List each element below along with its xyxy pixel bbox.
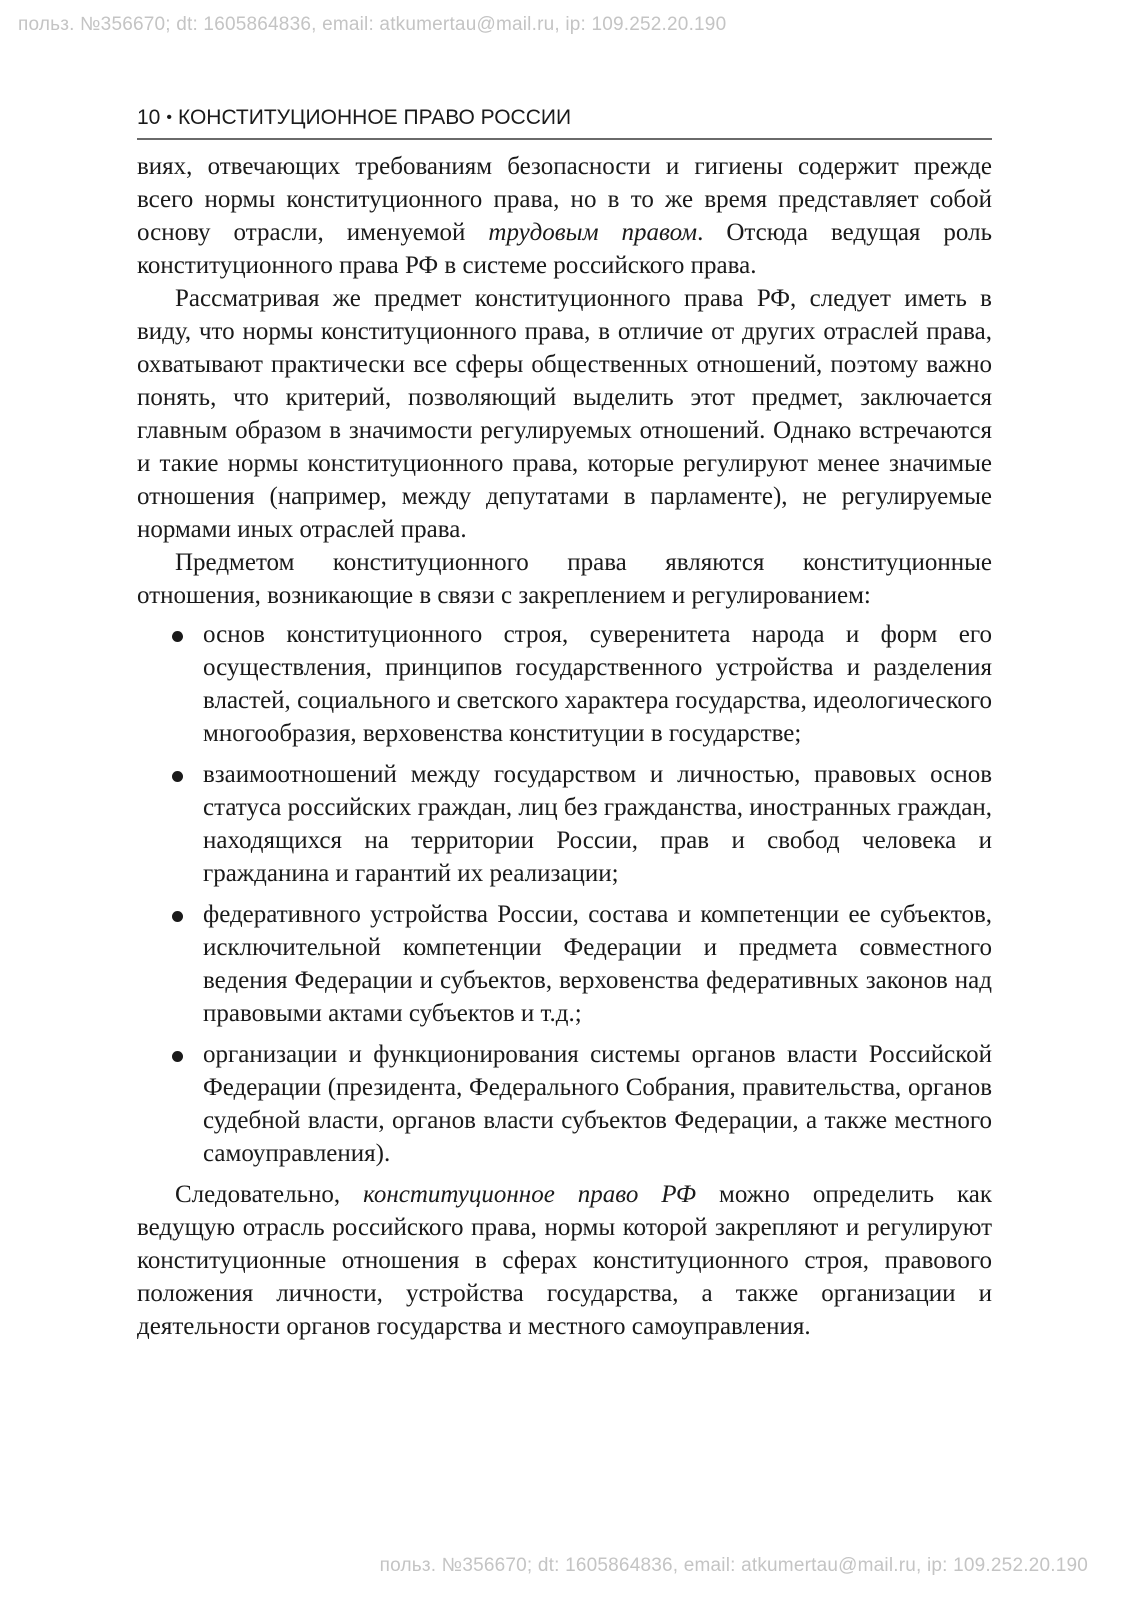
paragraph-text: . Отсюда ведущая роль конституционного права РФ в системе российского права. bbox=[137, 219, 992, 279]
list-item-text: основ конституционного строя, суверенитета народа и форм его осуществления, принципов государственного устройства и разделения властей, социального и светского характера государства, идеологического многообразия, верховенства конституции в государстве; bbox=[203, 621, 992, 747]
running-head bbox=[137, 106, 992, 140]
paragraph: Рассматривая же предмет конституционного права РФ, следует иметь в виду, что нормы конституционного права, в отличие от других отраслей права, охватывают практически все сферы общественных отношений, поэтому важно понять, что критерий, позволяющий выделить этот предмет, заключается главным образом в значимости регулируемых отношений. Однако встречаются и такие нормы конституционного права, которые регулируют менее значимые отношения (например, между депутатами в парламенте), не регулируемые нормами иных отраслей права. bbox=[137, 285, 992, 543]
list-item bbox=[203, 758, 992, 890]
italic-term: конституционное право РФ bbox=[363, 1181, 697, 1208]
list-item-text: организации и функционирования системы органов власти Российской Федерации (президента, Федерального Собрания, правительства, органов судебной власти, органов власти субъектов Федерации, а также местного самоуправления). bbox=[203, 1041, 992, 1167]
bullet-list bbox=[137, 618, 992, 1170]
paragraph-continuation bbox=[137, 150, 992, 282]
list-item bbox=[203, 618, 992, 750]
watermark-top: польз. №356670; dt: 1605864836, email: atkumertau@mail.ru, ip: 109.252.20.190 bbox=[18, 14, 727, 35]
list-item-text: взаимоотношений между государством и личностью, правовых основ статуса российских граждан, лиц без гражданства, иностранных граждан, находящихся на территории России, прав и свобод человека и гражданина и гарантий их реализации; bbox=[203, 761, 992, 887]
list-item bbox=[203, 898, 992, 1030]
list-item bbox=[203, 1038, 992, 1170]
book-title: КОНСТИТУЦИОННОЕ ПРАВО РОССИИ bbox=[177, 106, 572, 129]
italic-term: трудовым правом bbox=[488, 219, 698, 246]
page-number: 10 bbox=[137, 106, 161, 129]
paragraph-text: Следовательно, bbox=[175, 1181, 364, 1208]
bullet-icon bbox=[172, 911, 183, 922]
paragraph-definition bbox=[137, 1178, 992, 1343]
header-separator: • bbox=[166, 109, 172, 126]
paragraph-text: можно определить как ведущую отрасль российского права, нормы которой закрепляют и регулируют конституционные отношения в сферах конституционного строя, правового положения личности, устройства государства, а также организации и деятельности органов государства и местного самоуправления. bbox=[137, 1181, 992, 1340]
bullet-icon bbox=[172, 771, 183, 782]
watermark-bottom: польз. №356670; dt: 1605864836, email: atkumertau@mail.ru, ip: 109.252.20.190 bbox=[379, 1555, 1088, 1576]
page-body bbox=[137, 150, 992, 1343]
paragraph-text: виях, отвечающих требованиям безопасности и гигиены содержит прежде всего нормы конституционного права, но в то же время представляет собой основу отрасли, именуемой bbox=[137, 153, 992, 246]
bullet-icon bbox=[172, 1051, 183, 1062]
paragraph: Предметом конституционного права являются конституционные отношения, возникающие в связи с закреплением и регулированием: bbox=[137, 549, 992, 609]
bullet-icon bbox=[172, 631, 183, 642]
list-item-text: федеративного устройства России, состава и компетенции ее субъектов, исключительной компетенции Федерации и предмета совместного ведения Федерации и субъектов, верховенства федеративных законов над правовыми актами субъектов и т.д.; bbox=[203, 901, 992, 1027]
